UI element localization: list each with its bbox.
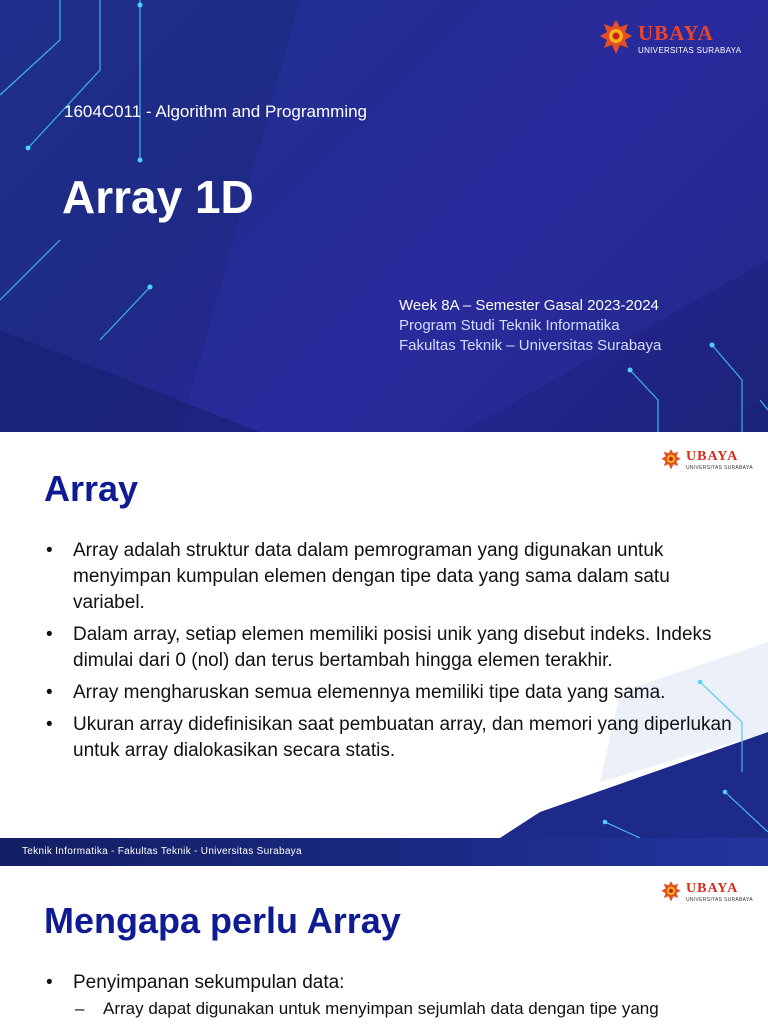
logo-subtitle: UNIVERSITAS SURABAYA <box>686 465 753 471</box>
course-code-title: 1604C011 - Algorithm and Programming <box>64 102 368 121</box>
list-item: • Ukuran array didefinisikan saat pembuatan array, dan memori yang diperlukan untuk array dialokasikan secara statis. <box>44 712 734 764</box>
bullet-list <box>44 970 734 1024</box>
ubaya-logo <box>598 18 741 58</box>
ubaya-logo <box>660 880 753 904</box>
content-slide-why-array <box>0 866 768 1024</box>
logo-name: UBAYA <box>686 449 739 464</box>
week-semester: Week 8A – Semester Gasal 2023-2024 <box>399 297 659 314</box>
list-item-text: Penyimpanan sekumpulan data: <box>73 972 345 993</box>
slide-heading: Mengapa perlu Array <box>44 900 401 941</box>
ubaya-emblem-icon <box>598 18 634 58</box>
session-info <box>399 296 661 356</box>
slide-footer <box>0 838 768 866</box>
list-item: • Dalam array, setiap elemen memiliki posisi unik yang disebut indeks. Indeks dimulai dari 0 (nol) dan terus bertambah hingga elemen terakhir. <box>44 622 734 674</box>
faculty-university: Fakultas Teknik – Universitas Surabaya <box>399 337 662 354</box>
ubaya-emblem-icon <box>660 880 682 904</box>
sub-bullet-list <box>73 998 734 1020</box>
logo-name: UBAYA <box>638 21 714 45</box>
logo-subtitle: UNIVERSITAS SURABAYA <box>638 46 742 55</box>
ubaya-emblem-icon <box>660 448 682 472</box>
content-slide-array <box>0 432 768 866</box>
ubaya-logo <box>660 448 753 472</box>
footer-text: Teknik Informatika - Fakultas Teknik - Universitas Surabaya <box>22 846 302 857</box>
sub-list-item: – Array dapat digunakan untuk menyimpan sejumlah data dengan tipe yang <box>73 998 734 1020</box>
title-slide <box>0 0 768 432</box>
slide-title: Array 1D <box>62 171 254 223</box>
logo-subtitle: UNIVERSITAS SURABAYA <box>686 897 753 903</box>
logo-name: UBAYA <box>686 881 739 896</box>
list-item: • Array mengharuskan semua elemennya memiliki tipe data yang sama. <box>44 680 734 706</box>
study-program: Program Studi Teknik Informatika <box>399 317 620 334</box>
slide-heading: Array <box>44 468 139 509</box>
list-item: • Array adalah struktur data dalam pemrograman yang digunakan untuk menyimpan kumpulan elemen dengan tipe data yang sama dalam satu variabel. <box>44 538 734 616</box>
list-item <box>44 970 734 1020</box>
bullet-list <box>44 538 734 770</box>
